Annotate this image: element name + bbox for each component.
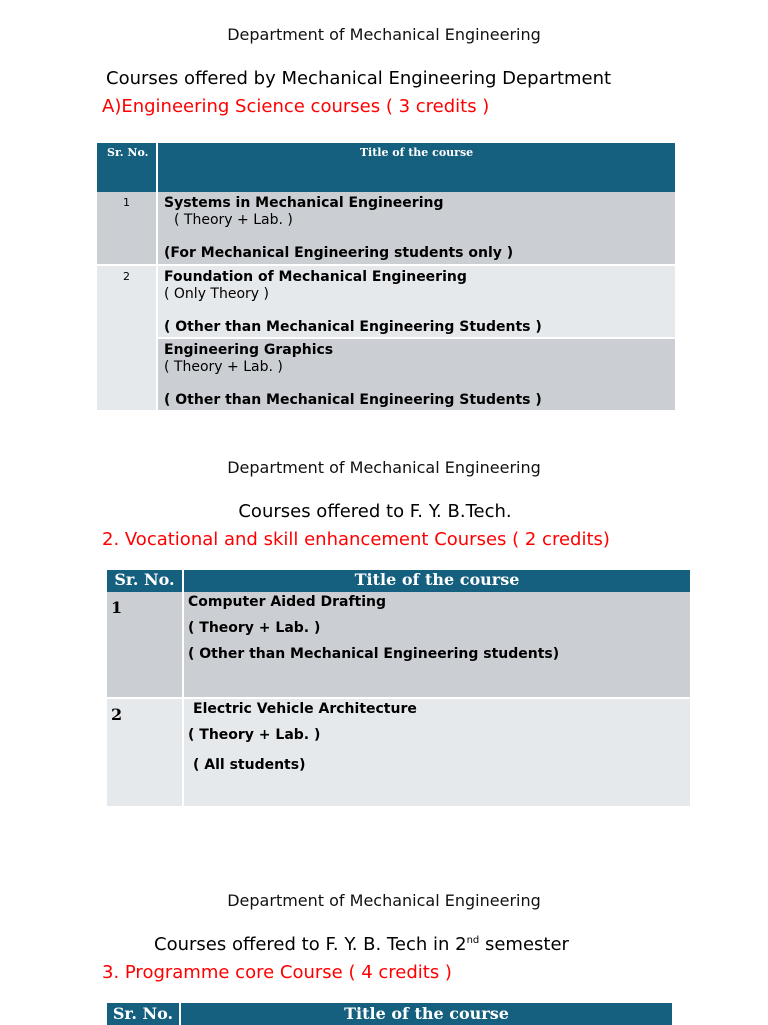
course-type: ( Theory + Lab. ) [174,212,293,228]
course-cell [157,192,675,265]
course-title: Computer Aided Drafting [188,594,387,610]
course-cell [183,592,690,698]
sr-no: 2 [107,698,183,806]
course-title: Engineering Graphics [164,342,334,358]
heading-text-end: semester [479,934,569,955]
course-title: Electric Vehicle Architecture [193,701,417,717]
section2-heading: Courses offered to F. Y. B.Tech. [238,501,512,522]
col-sr-no: Sr. No. [112,1004,174,1023]
course-cell [157,265,675,338]
course-type: ( Only Theory ) [164,286,269,302]
table-row [97,265,675,338]
section3-heading [154,934,569,955]
table-header [97,143,675,192]
course-table-2 [107,570,690,806]
col-title: Title of the course [180,1003,672,1025]
table-header [107,1003,672,1025]
table-row [97,192,675,265]
table-row [107,592,690,698]
course-type: ( Theory + Lab. ) [188,727,321,743]
table-row [107,698,690,806]
col-sr-no: Sr. No. [114,570,175,589]
course-note: ( Other than Mechanical Engineering Students ) [164,319,542,335]
course-note: ( Other than Mechanical Engineering Students ) [164,392,542,408]
dept-title-3: Department of Mechanical Engineering [227,891,541,910]
course-cell [183,698,690,806]
table-row [97,338,675,410]
sr-no: 2 [97,265,157,410]
section2-subheading: 2. Vocational and skill enhancement Courses ( 2 credits) [102,529,610,550]
section3-subheading: 3. Programme core Course ( 4 credits ) [102,962,452,983]
dept-title-1: Department of Mechanical Engineering [227,25,541,44]
course-table-3 [107,1003,672,1025]
dept-title-2: Department of Mechanical Engineering [227,458,541,477]
course-type: ( Theory + Lab. ) [188,620,321,636]
course-note: (For Mechanical Engineering students only ) [164,245,514,261]
section1-subheading: A)Engineering Science courses ( 3 credits ) [102,96,490,117]
sr-no: 1 [111,598,123,617]
course-cell [157,338,675,410]
course-note: ( Other than Mechanical Engineering students) [188,646,560,662]
col-title: Title of the course [183,570,690,592]
table-header [107,570,690,592]
heading-text: Courses offered to F. Y. B. Tech in 2 [154,934,467,955]
course-title: Foundation of Mechanical Engineering [164,269,467,285]
course-note: ( All students) [193,757,306,773]
course-table-1 [97,143,675,410]
course-title: Systems in Mechanical Engineering [164,195,444,211]
course-type: ( Theory + Lab. ) [164,359,283,375]
heading-superscript: nd [466,935,480,946]
section1-heading: Courses offered by Mechanical Engineering Department [106,68,612,89]
col-title: Title of the course [157,143,675,192]
sr-no: 1 [123,196,130,209]
col-sr-no: Sr. No. [107,146,149,159]
